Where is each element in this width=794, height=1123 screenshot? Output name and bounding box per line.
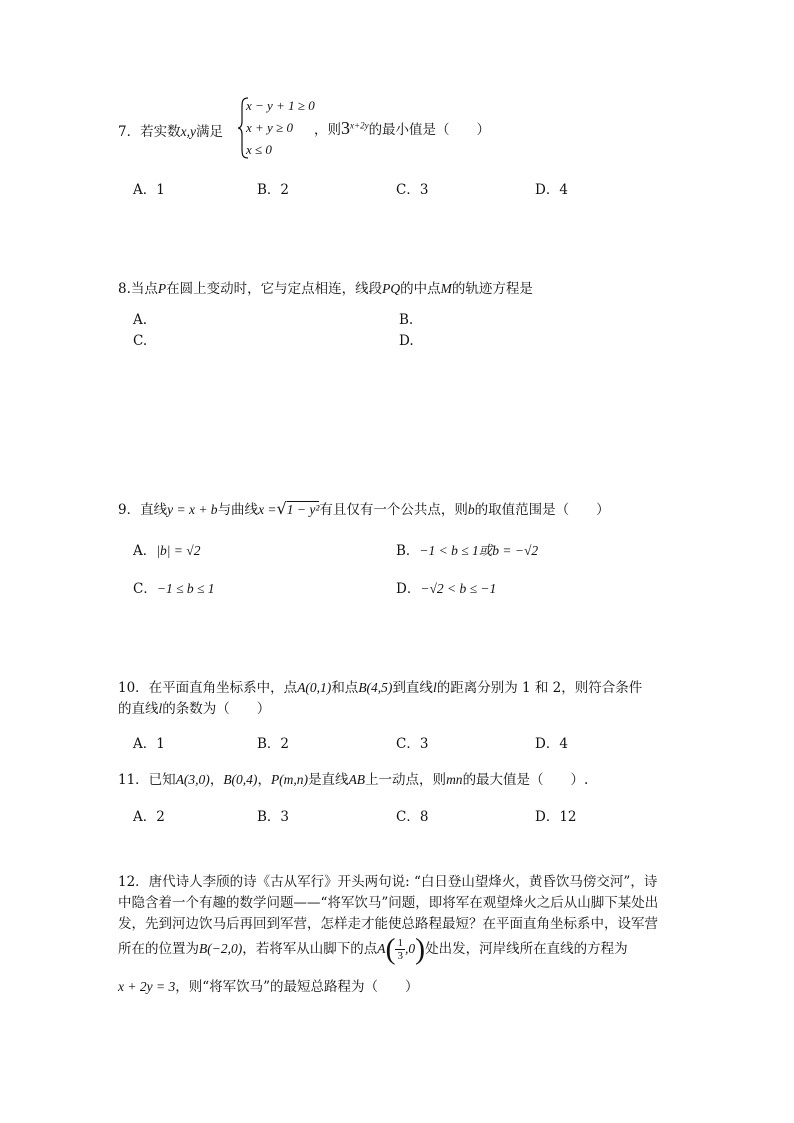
q7-option-c[interactable]: C．3: [396, 182, 429, 198]
q9-var-b: b: [467, 502, 475, 517]
q12-text-b: ，若将军从山脚下的点: [242, 941, 378, 957]
q9-option-d[interactable]: [396, 577, 496, 597]
q7-ineq-2: x + y ≥ 0: [246, 120, 293, 135]
q12-text-c: 处出发，河岸线所在直线的方程为: [425, 941, 628, 957]
q10-option-b[interactable]: B．2: [257, 736, 290, 752]
q7-stem: [118, 120, 223, 140]
q7-option-a[interactable]: A．1: [133, 182, 165, 198]
q7-then: ，则: [314, 122, 341, 138]
q12-zero: ,0: [404, 941, 416, 956]
q11-text-c: 上一动点，则: [365, 772, 447, 788]
q9-curve-lhs: x =: [258, 502, 277, 517]
q11-point-b: B(0,4): [223, 772, 258, 787]
q9-option-c[interactable]: [133, 577, 215, 597]
q12-fraction: [395, 937, 405, 962]
q9-stem: [118, 498, 610, 518]
q8-option-c[interactable]: C.: [133, 333, 148, 349]
q12-point-b: B(−2,0): [199, 941, 243, 956]
q7-vars: x,y: [180, 124, 196, 139]
q7-suffix: 的最小值是（ ）: [368, 122, 491, 138]
q10-text-c: 到直线: [392, 680, 433, 696]
q11-option-b[interactable]: B．3: [257, 809, 290, 825]
q10-text-a: 10．在平面直角坐标系中，点: [118, 680, 298, 696]
q9-option-b-label: B．: [396, 543, 420, 559]
q9-option-a-label: A．: [133, 543, 157, 559]
q10-option-a[interactable]: A．1: [133, 736, 165, 752]
q7-option-d[interactable]: D．4: [535, 182, 568, 198]
q11-option-c[interactable]: C．8: [396, 809, 429, 825]
q9-option-a-text: |b| = √2: [156, 543, 201, 558]
q10-point-b: B(4,5): [358, 680, 393, 695]
q12-text-a: 所在的位置为: [118, 941, 199, 957]
q9-curve-radicand: 1 − y²: [286, 502, 320, 517]
q9-option-a[interactable]: [133, 539, 200, 559]
q7-tail: [314, 118, 490, 139]
q9-sqrt-sign: √: [276, 499, 287, 518]
q11-line-ab: AB: [348, 772, 366, 787]
q9-suffix-a: 有且仅有一个公共点，则: [319, 502, 468, 518]
q12-frac-den: 3: [397, 950, 403, 962]
q10-line-2: [118, 697, 270, 717]
q11-point-a: A(3,0): [175, 772, 210, 787]
q8-point-m: M: [440, 281, 452, 296]
q8-point-p: P: [157, 281, 167, 296]
q9-option-c-text: −1 ≤ b ≤ 1: [156, 581, 215, 596]
q7-ineq-1: x − y + 1 ≥ 0: [246, 98, 315, 113]
q11-sep-1: ，: [209, 772, 224, 788]
q11-point-p: P(m,n): [270, 772, 309, 787]
q7-base: 3: [341, 118, 350, 138]
q11-option-a[interactable]: A．2: [133, 809, 165, 825]
q7-prefix: 7．若实数: [118, 124, 181, 140]
q12-line-5: [118, 975, 419, 995]
q8-option-b[interactable]: B.: [399, 312, 414, 328]
q9-suffix-b: 的取值范围是（ ）: [474, 502, 610, 518]
q12-line-3: 发，先到河边饮马后再回到军营，怎样走才能使总路程最短？在平面直角坐标系中，设军营: [118, 916, 658, 932]
q10-line-l-2: l: [158, 701, 163, 716]
q12-point-a: A: [377, 941, 386, 956]
q8-option-d[interactable]: D.: [399, 333, 414, 349]
q11-product-mn: mn: [446, 772, 463, 787]
q11-sep-2: ，: [257, 772, 271, 788]
q7-exponent: x+2y: [350, 120, 369, 131]
q11-text-d: 的最大值是（ ）.: [462, 772, 589, 788]
q7-mid: 满足: [195, 124, 223, 140]
q10-option-c[interactable]: C．3: [396, 736, 429, 752]
q11-text-b: 是直线: [308, 772, 349, 788]
q8-text-c: 的中点: [400, 281, 441, 297]
q7-option-b[interactable]: B．2: [257, 182, 290, 198]
q12-river-equation: x + 2y = 3: [118, 979, 176, 994]
q8-text-b: 在圆上变动时，它与定点相连，线段: [166, 281, 383, 297]
q8-option-a[interactable]: A.: [133, 312, 148, 328]
q9-prefix: 9．直线: [118, 502, 168, 518]
q8-stem: [118, 277, 533, 297]
q10-option-d[interactable]: D．4: [535, 736, 568, 752]
q9-option-d-text: −√2 < b ≤ −1: [420, 581, 497, 596]
q11-option-d[interactable]: D．12: [535, 809, 577, 825]
q10-line-1: [118, 676, 642, 696]
q8-text-a: 8.当点: [118, 281, 158, 297]
q10-line-l: l: [432, 680, 437, 695]
q12-line-1: 12．唐代诗人李颀的诗《古从军行》开头两句说: “白日登山望烽火，黄昏饮马傍交河”，诗: [118, 874, 658, 890]
q12-left-paren: (: [385, 932, 396, 966]
q11-stem: [118, 768, 588, 788]
q8-segment-pq: PQ: [382, 281, 401, 296]
q9-mid: 与曲线: [217, 502, 259, 518]
q9-line-eq: y = x + b: [167, 502, 218, 517]
q10-text-b: 和点: [331, 680, 359, 696]
q9-option-b-text: −1 < b ≤ 1或b = −√2: [419, 543, 539, 558]
q12-text-d: ，则“将军饮马”的最短总路程为（ ）: [175, 979, 419, 995]
q12-frac-num: 1: [397, 937, 403, 949]
q8-text-d: 的轨迹方程是: [451, 281, 533, 297]
q9-option-b[interactable]: [396, 539, 538, 559]
q12-line-2: 中隐含着一个有趣的数学问题——“将军饮马”问题，即将军在观望烽火之后从山脚下某处出: [118, 895, 659, 911]
q12-right-paren: ): [415, 932, 426, 966]
q11-text-a: 11．已知: [118, 772, 176, 788]
q10-text-d: 的距离分别为 1 和 2，则符合条件: [436, 680, 643, 696]
q12-line-4: [118, 934, 628, 965]
q10-text-e: 的直线: [118, 701, 159, 717]
q9-option-c-label: C．: [133, 581, 157, 597]
q9-option-d-label: D．: [396, 581, 421, 597]
q7-ineq-3: x ≤ 0: [246, 142, 272, 157]
q10-point-a: A(0,1): [297, 680, 332, 695]
q10-text-f: 的条数为（ ）: [162, 701, 271, 717]
